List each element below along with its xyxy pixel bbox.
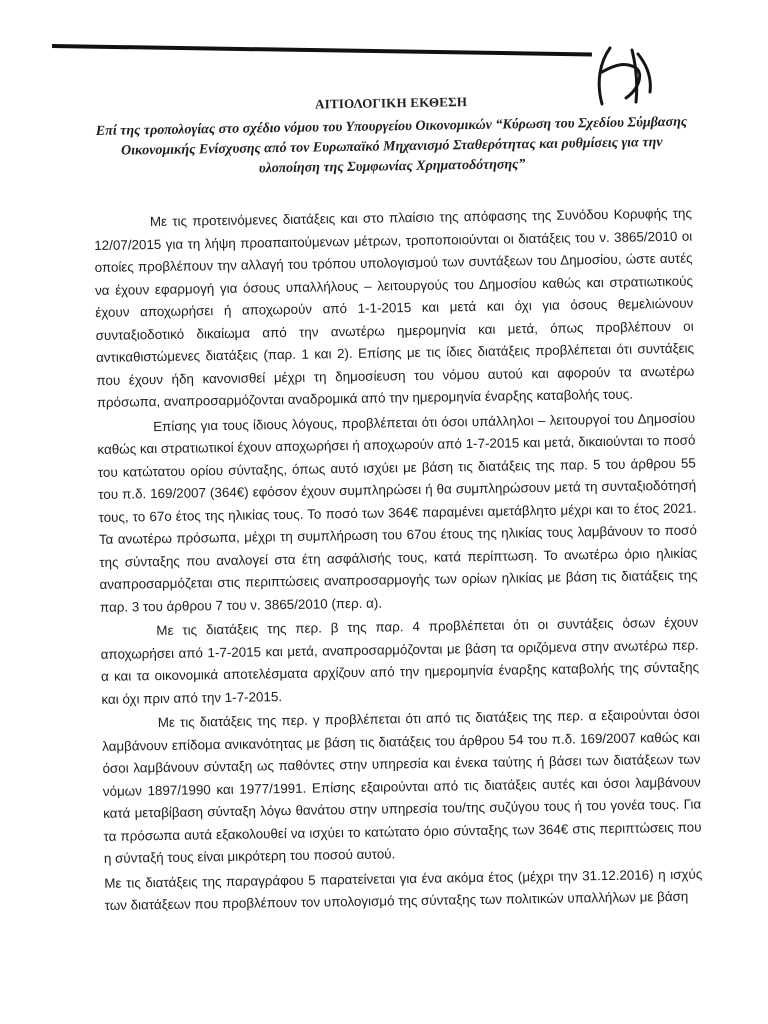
- body-paragraph-4: Με τις διατάξεις της περ. γ προβλέπεται ότι από τις διατάξεις της περ. α εξαιρούνται όσοι λαμβάνουν επίδομα ανικανότητας με βάση τις διατάξεις του άρθρου 54 του π.δ. 169/2007 καθώς και όσοι λαμβάνουν σύνταξη ως παθόντες στην υπηρεσία και ένεκα ταύτης ή βάσει των διατάξεων των νόμων 1897/1990 και 1977/1991. Επίσης εξαιρούνται από τις διατάξεις αυτές και όσοι λαμβάνουν κατά μεταβίβαση σύνταξη λόγω θανάτου στην υπηρεσία του/της συζύγου τους ή του γονέα τους. Για τα πρόσωπα αυτά εξακολουθεί να ισχύει το κατώτατο όριο σύνταξης των 364€ στις περιπτώσεις που η σύνταξή τους είναι μικρότερη του ποσού αυτού.: [102, 706, 702, 866]
- document-page: [92, 91, 703, 918]
- top-horizontal-rule: [52, 44, 592, 56]
- body-paragraph-5: Με τις διατάξεις της παραγράφου 5 παρατείνεται για ένα ακόμα έτος (μέχρι την 31.12.2016) η ισχύς των διατάξεων που προβλέπουν τον υπολογισμό της σύνταξης των πολιτικών υπαλλήλων με βάση: [104, 866, 703, 913]
- body-paragraph-1: Με τις προτεινόμενες διατάξεις και στο πλαίσιο της απόφασης της Συνόδου Κορυφής της 12/07/2015 για τη λήψη προαπαιτούμενων μέτρων, τροποποιούνται οι διατάξεις του ν. 3865/2010 οι οποίες προβλέπουν την αλλαγή του τρόπου υπολογισμού των συντάξεων του Δημοσίου, ώστε αυτές να έχουν εφαρμογή για όσους υπαλλήλους – λειτουργούς του Δημοσίου καθώς και στρατιωτικούς έχουν αποχωρήσει ή αποχωρούν από 1-1-2015 και μετά και όχι για όσους θεμελιώνουν συνταξιοδοτικό δικαίωμα από την ανωτέρω ημερομηνία και μετά, όπως προβλέπουν οι αντικαθιστώμενες διατάξεις (παρ. 1 και 2). Επίσης με τις ίδιες διατάξεις προβλέπεται ότι συντάξεις που έχουν ήδη κανονισθεί μέχρι τη δημοσίευση του νόμου αυτού και αφορούν τα ανωτέρω πρόσωπα, αναπροσαρμόζονται αναδρομικά από την ημερομηνία έναρξης καταβολής τους.: [94, 205, 695, 410]
- body-paragraph-2: Επίσης για τους ίδιους λόγους, προβλέπεται ότι όσοι υπάλληλοι – λειτουργοί του Δημοσίου καθώς και στρατιωτικοί έχουν αποχωρήσει ή αποχωρούν από 1-7-2015 και μετά, δικαιούνται το ποσό του κατώτατου ορίου σύνταξης, όπως αυτό ισχύει με βάση τις διατάξεις της παρ. 5 του άρθρου 55 του π.δ. 169/2007 (364€) εφόσον έχουν συμπληρώσει ή θα συμπληρώσουν μετά τη συνταξιοδότησή τους, το 67ο έτος της ηλικίας τους. Το ποσό των 364€ παραμένει αμετάβλητο μέχρι και το έτος 2021. Τα ανωτέρω πρόσωπα, μέχρι τη συμπλήρωση του 67ου έτους της ηλικίας τους λαμβάνουν το ποσό της σύνταξης που αναλογεί στα έτη ασφάλισής τους, κατά περίπτωση. Το ανωτέρω όριο ηλικίας αναπροσαρμόζεται στις περιπτώσεις αναπροσαρμογής των ορίων ηλικίας με βάση τις διατάξεις της παρ. 3 του άρθρου 7 του ν. 3865/2010 (περ. α).: [97, 410, 698, 615]
- document-subtitle: Επί της τροπολογίας στο σχέδιο νόμου του Υπουργείου Οικονομικών “Κύρωση του Σχεδίου Σύμβασης Οικονομικής Ενίσχυσης από τον Ευρωπαϊκό Μηχανισμό Σταθερότητας και ρυθμίσεις για την υλοποίηση της Συμφωνίας Χρηματοδότησης”: [95, 114, 688, 177]
- body-paragraph-3: Με τις διατάξεις της περ. β της παρ. 4 προβλέπεται ότι οι συντάξεις όσων έχουν αποχωρήσει από 1-7-2015 και μετά, αναπροσαρμόζονται με βάση τα οριζόμενα στην ανωτέρω περ. α και τα οικονομικά αποτελέσματα αρχίζουν από την ημερομηνία έναρξης καταβολής της σύνταξης και όχι πριν από την 1-7-2015.: [100, 614, 700, 707]
- document-title: ΑΙΤΙΟΛΟΓΙΚΗ ΕΚΘΕΣΗ: [314, 94, 468, 112]
